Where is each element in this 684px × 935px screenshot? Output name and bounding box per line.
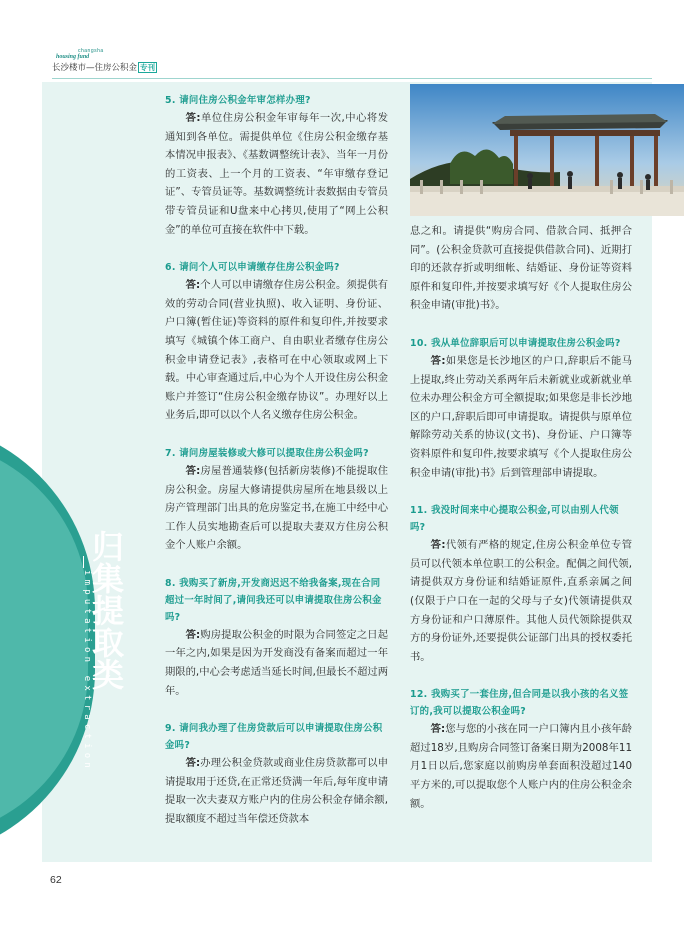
answer-10 [410,352,632,482]
masthead [52,44,252,78]
masthead-cn-text: 长沙楼市—住房公积金 [52,63,138,73]
answer-5 [165,109,388,239]
question-10: 10. 我从单位辞职后可以申请提取住房公积金吗? [410,337,621,349]
question-12: 12. 我购买了一套住房,但合同是以我小孩的名义签订的,我可以提取公积金吗? [410,689,629,718]
question-7: 7. 请问房屋装修或大修可以提取住房公积金吗? [165,447,369,459]
answer-label: 答: [430,354,446,367]
answer-8-text: 购房提取公积金的时限为合同签定之日起一年之内,如果是因为开发商没有备案而超过一年期限的,中心会考虑适当延长时间,但最长不超过两年。 [165,628,389,697]
answer-8 [165,626,388,700]
answer-10-text: 如果您是长沙地区的户口,辞职后不能马上提取,终止劳动关系两年后未新就业或新就业单位未办理公积金方可全额提取;如果您是非长沙地区的户口,辞职后即可申请提取。请提供与原单位解除劳动关系的协议(文书)、身份证、户口簿等资料原件和复印件,按要求填写《个人提取住房公积金申请(审批)书》后到管理部申请提取。 [410,354,632,479]
left-column [165,92,388,829]
section-divider [83,556,84,568]
masthead-en: housing fund [56,54,90,60]
answer-12-text: 您与您的小孩在同一户口簿内且小孩年龄超过18岁,且购房合同签订备案日期为2008年11月1日以后,您家庭以前购房单套面积没超过140平方米的,可以提取您个人账户内的住房公积金余额。 [410,723,633,810]
masthead-tiny: changsha [78,48,104,54]
answer-5-text: 单位住房公积金年审每年一次,中心将发通知到各单位。需提供单位《住房公积金缴存基本情况申报表》、《基数调整统计表》、当年一月份的工资表、上一个月的工资表、“年审缴存登记证”、专管员证等。基数调整统计表数据由专管员带专管员证和U盘来中心拷贝,使用了“网上公积金”的单位可直接在软件中下载。 [165,112,388,236]
answer-label: 答: [185,628,201,641]
question-8: 8. 我购买了新房,开发商迟迟不给我备案,现在合同超过一年时间了,请问我还可以申请提取住房公积金吗? [165,577,382,623]
answer-7-text: 房屋普通装修(包括新房装修)不能提取住房公积金。房屋大修请提供房屋所在地县级以上房产管理部门出具的危房鉴定书,在施工中经中心工作人员实地勘查后可以提取夫妻双方住房公积金个人账户余额。 [165,464,388,552]
answer-9-continuation: 息之和。请提供“购房合同、借款合同、抵押合同”。(公积金贷款可直接提供借款合同)、近期打印的还款存折或明细帐、结婚证、身份证等资料原件和复印件,并按要求填写好《个人提取住房公积金申请(审批)书》。 [410,225,632,312]
masthead-badge: 专刊 [140,63,156,72]
section-subtitle: imputation extraction [82,570,92,772]
answer-label: 答: [430,723,446,736]
answer-11-text: 代领有严格的规定,住房公积金单位专管员可以代领本单位职工的公积金。配偶之间代领,请提供双方身份证和结婚证原件,直系亲属之间(仅限于户口在一起的父母与子女)代领请提供双方身份证和户口薄原件。其他人员代领除提供双方的身份证外,还要提供公证部门出具的授权委托书。 [410,539,632,663]
header-divider [52,78,652,79]
question-9: 9. 请问我办理了住房贷款后可以申请提取住房公积金吗? [165,723,383,752]
pavilion-photo [410,84,684,216]
answer-7 [165,462,388,555]
masthead-cn [52,61,157,73]
right-column [410,222,632,813]
answer-9 [165,754,388,828]
answer-6 [165,276,388,425]
section-title: 归集提取类 [87,530,125,690]
answer-label: 答: [185,464,201,477]
question-11: 11. 我没时间来中心提取公积金,可以由别人代领吗? [410,505,619,534]
question-6: 6. 请问个人可以申请缴存住房公积金吗? [165,262,340,274]
pavilion-photo-icon [410,84,684,216]
page-number: 62 [50,874,62,886]
answer-label: 答: [185,279,201,292]
answer-label: 答: [430,539,446,552]
answer-12 [410,720,632,813]
answer-label: 答: [185,757,201,770]
question-5: 5. 请问住房公积金年审怎样办理? [165,95,311,106]
answer-9-text: 办理公积金贷款或商业住房贷款都可以申请提取用于还贷,在正常还贷满一年后,每年度申请提取一次夫妻双方账户内的住房公积金存储余额,提取额度不超过当年偿还贷款本 [165,757,389,826]
answer-6-text: 个人可以申请缴存住房公积金。须提供有效的劳动合同(营业执照)、收入证明、身份证、户口簿(暂住证)等资料的原件和复印件,并按要求填写《城镇个体工商户、自由职业者缴存住房公积金申请登记表》,表格可在中心领取或网上下载。中心审查通过后,中心为个人开设住房公积金账户并签订“住房公积金缴存协议”。办理好以上业务后,即可以以个人名义缴存住房公积金。 [165,279,389,422]
answer-11 [410,536,632,666]
answer-label: 答: [185,112,201,124]
